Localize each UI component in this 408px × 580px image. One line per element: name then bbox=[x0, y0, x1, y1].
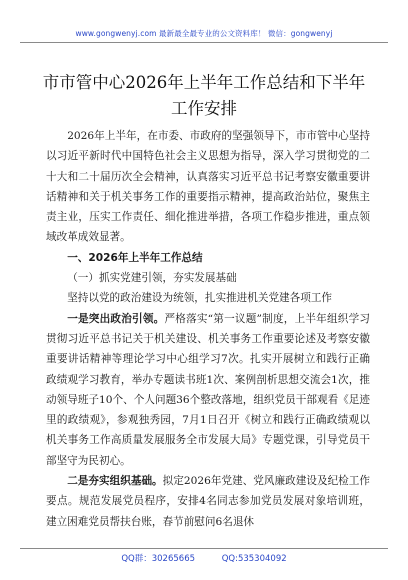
body-paragraph-point-one bbox=[46, 309, 370, 471]
footer-divider bbox=[20, 548, 388, 549]
section-heading: 一、2026年上半年工作总结 bbox=[67, 251, 203, 264]
point-two-lead: 二是夯实组织基础。 bbox=[67, 475, 163, 488]
point-one-lead: 一是突出政治引领。 bbox=[67, 312, 165, 325]
site-header: www.gongwenyj.com 最新最全最专业的公文资料库！ 微信：gongwenyj bbox=[75, 29, 333, 38]
intro-paragraph: 2026年上半年，在市委、市政府的坚强领导下，市市管中心坚持以习近平新时代中国特色社会主义思想为指导，深入学习贯彻党的二十大和二十届历次全会精神，认真落实习近平总书记考察安徽重要讲话精神和关于机关事务工作的重要指示精神，提高政治站位，聚焦主责主业，压实工作责任、细化推进举措，各项工作稳步推进，重点领域改革成效显著。 bbox=[46, 130, 370, 244]
document-body bbox=[46, 126, 370, 532]
header-divider bbox=[20, 42, 388, 43]
point-two-text: 拟定2026年党建、党风廉政建设及纪检工作要点。规范发展党员程序，安排4名同志参加党员发展对象培训班，建立困难党员帮扶台账，春节前慰问6名退休 bbox=[46, 475, 370, 528]
footer-qq-group: QQ群：30265665 bbox=[121, 554, 196, 564]
body-paragraph: 坚持以党的政治建设为统领，扎实推进机关党建各项工作 bbox=[67, 292, 333, 305]
site-footer bbox=[0, 552, 408, 564]
body-paragraph-point-two bbox=[46, 471, 370, 532]
subsection-heading: （一）抓实党建引领，夯实发展基础 bbox=[67, 272, 237, 285]
document-title: 市市管中心2026年上半年工作总结和下半年工作安排 bbox=[42, 73, 366, 118]
footer-qq: QQ:535304092 bbox=[221, 554, 287, 564]
point-one-text: 严格落实“第一议题”制度，上半年组织学习贯彻习近平总书记关于机关建设、机关事务工作重要论述及考察安徽重要讲话精神等理论学习中心组学习7次。扎实开展树立和践行正确政绩观学习教育，举办专题读书班1次、案例剖析思想交流会1次，推动领导班子10个、个人问题36个整改落地，组织党员干部观看《足迹里的政绩观》，参观独秀园，7月1日召开《树立和践行正确政绩观以机关事务工作高质量发展服务全市发展大局》专题党课，引导党员干部坚守为民初心。 bbox=[46, 312, 370, 467]
